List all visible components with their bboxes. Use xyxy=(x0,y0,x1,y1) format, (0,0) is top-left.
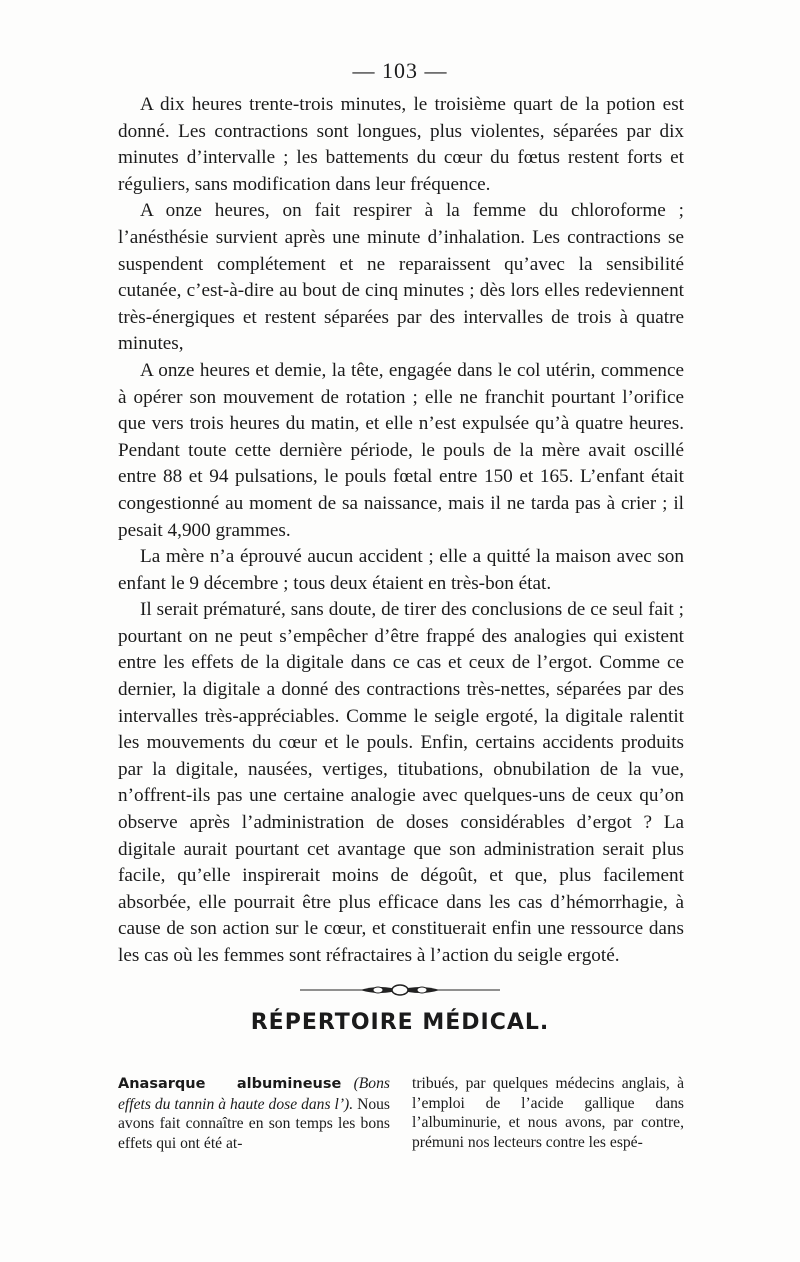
entry-text-right: tribués, par quelques médecins anglais, à l’emploi de l’acide gallique dans l’albuminurie, et nous avons, par contre, prémuni nos lecteurs contre les espé- xyxy=(412,1075,684,1151)
ornament-divider xyxy=(300,983,500,997)
entry-subtitle: (Bons effets du tannin à haute dose dans l’). xyxy=(118,1075,390,1113)
paragraph: A dix heures trente-trois minutes, le troisième quart de la potion est donné. Les contractions sont longues, plus violentes, séparées par dix minutes d’intervalle ; les battements du cœur du fœtus restent forts et réguliers, sans modification dans leur fréquence. xyxy=(118,94,684,195)
left-column xyxy=(118,1074,390,1153)
paragraph: La mère n’a éprouvé aucun accident ; elle a quitté la maison avec son enfant le 9 décembre ; tous deux étaient en très-bon état. xyxy=(118,546,684,594)
entry-paragraph xyxy=(118,1074,390,1153)
section-heading: RÉPERTOIRE MÉDICAL. xyxy=(250,1010,550,1035)
page-number: — 103 — xyxy=(352,58,448,83)
paragraph: Il serait prématuré, sans doute, de tirer des conclusions de ce seul fait ; pourtant on ne peut s’empêcher d’être frappé des analogies qui existent entre les effets de la digitale dans ce cas et ceux de l’ergot. Comme ce dernier, la digitale a donné des contractions très-nettes, séparées par des intervalles très-appréciables. Comme le seigle ergoté, la digitale ralentit les mouvements du cœur et le pouls. Enfin, certains accidents produits par la digitale, nausées, vertiges, titubations, obnubilation de la vue, n’offrent-ils pas une certaine analogie avec quelques-uns de ceux qu’on observe après l’administration de doses considérables d’ergot ? La digitale aurait pourtant cet avantage que son administration serait plus facile, qu’elle inspirerait moins de dégoût, et que, plus facilement absorbée, elle pourrait être plus efficace dans les cas d’hémorrhagie, à cause de son action sur le cœur, et constituerait enfin une ressource dans les cas où les femmes sont réfractaires à l’action du seigle ergoté. xyxy=(118,599,684,966)
entry-title: Anasarque albumineuse xyxy=(118,1076,342,1092)
paragraph: A onze heures et demie, la tête, engagée dans le col utérin, commence à opérer son mouvement de rotation ; elle ne franchit pourtant l’orifice que vers trois heures du matin, et elle n’est expulsée qu’à quatre heures. Pendant toute cette dernière période, le pouls de la mère avait oscillé entre 88 et 94 pulsations, le pouls fœtal entre 150 et 165. L’enfant était congestionné au moment de sa naissance, mais il ne tarda pas à crier ; il pesait 4,900 grammes. xyxy=(118,359,684,541)
right-column xyxy=(412,1074,684,1152)
entry-text-left: Nous avons fait connaître en son temps les bons effets qui ont été at- xyxy=(118,1095,390,1152)
paragraph: A onze heures, on fait respirer à la femme du chloroforme ; l’anésthésie survient après une minute d’inhalation. Les contractions se suspendent complétement et ne reparaissent qu’avec la sensibilité cutanée, c’est-à-dire au bout de cinq minutes ; dès lors elles redeviennent très-énergiques et restent séparées par des intervalles de trois à quatre minutes, xyxy=(118,200,684,355)
main-text xyxy=(118,92,684,970)
